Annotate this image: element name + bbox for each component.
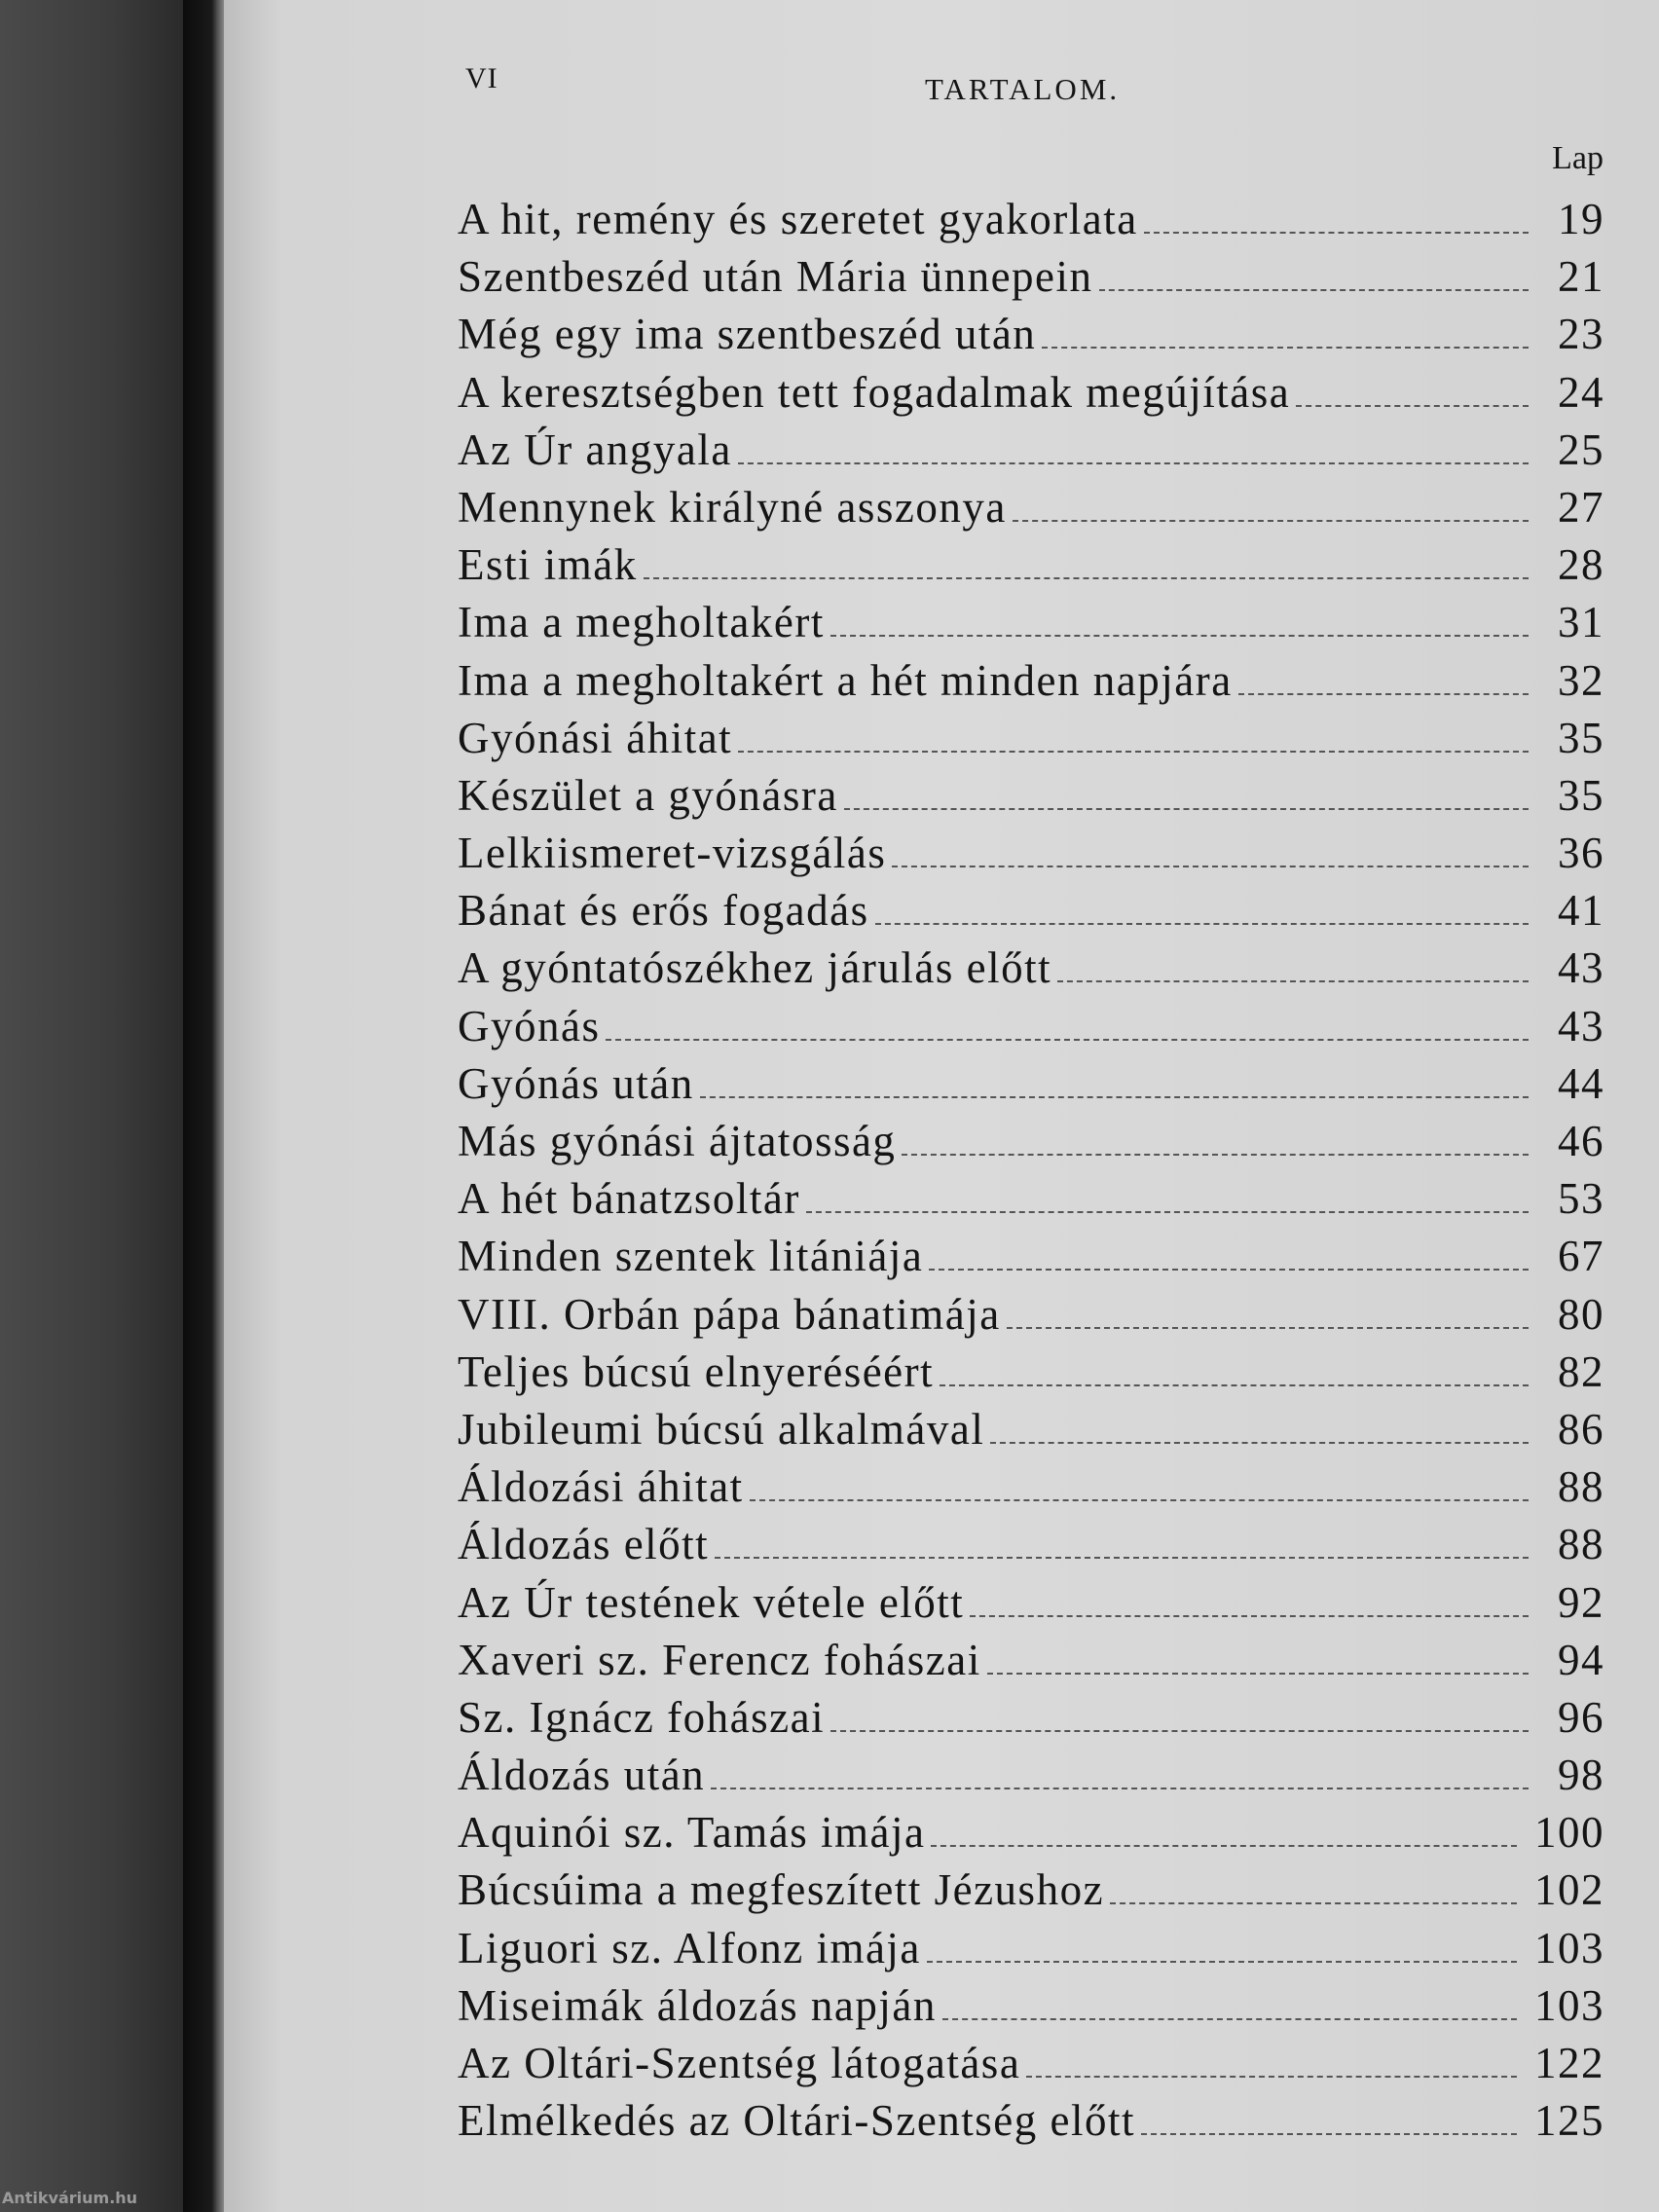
entry-page: 35 xyxy=(1558,770,1604,820)
dot-leader xyxy=(1110,1902,1517,1904)
entry-title: Áldozás után xyxy=(458,1751,706,1800)
toc-entry xyxy=(458,1344,1604,1401)
dot-leader xyxy=(892,866,1529,867)
dot-leader xyxy=(1057,980,1529,982)
dot-leader xyxy=(750,1499,1529,1501)
dot-leader xyxy=(875,923,1529,925)
entry-title: Búcsúima a megfeszített Jézushoz xyxy=(458,1865,1105,1915)
toc-entry xyxy=(458,536,1604,594)
dot-leader xyxy=(1144,232,1529,234)
entry-page: 43 xyxy=(1558,943,1604,993)
dot-leader xyxy=(830,1730,1529,1732)
entry-page: 53 xyxy=(1558,1174,1604,1224)
toc-entry xyxy=(458,422,1604,479)
entry-title: Az Úr angyala xyxy=(458,424,732,474)
entry-page: 36 xyxy=(1558,829,1604,878)
toc-entry xyxy=(458,1170,1604,1228)
entry-page: 102 xyxy=(1534,1865,1604,1915)
entry-page: 43 xyxy=(1558,1001,1604,1051)
dot-leader xyxy=(715,1557,1529,1559)
entry-page: 25 xyxy=(1558,424,1604,474)
entry-title: Miseimák áldozás napján xyxy=(458,1980,937,2030)
entry-title: Más gyónási ájtatosság xyxy=(458,1117,897,1165)
page-column-label: Lap xyxy=(1552,140,1604,176)
toc-entry xyxy=(458,364,1604,422)
entry-title: Áldozási áhitat xyxy=(458,1462,744,1512)
entry-page: 80 xyxy=(1558,1289,1604,1339)
entry-page: 31 xyxy=(1558,598,1604,647)
entry-title: Sz. Ignácz fohászai xyxy=(458,1692,826,1742)
entry-title: Gyónás után xyxy=(458,1058,694,1108)
entry-page: 32 xyxy=(1558,655,1604,705)
entry-page: 94 xyxy=(1558,1635,1604,1684)
entry-title: Gyónási áhitat xyxy=(458,713,733,762)
entry-title: Az Úr testének vétele előtt xyxy=(458,1577,965,1627)
entry-title: A hét bánatzsoltár xyxy=(458,1174,800,1224)
entry-page: 82 xyxy=(1558,1346,1604,1396)
entry-title: Az Oltári-Szentség látogatása xyxy=(458,2039,1021,2087)
toc-entry xyxy=(458,1055,1604,1113)
dot-leader xyxy=(940,1384,1529,1386)
entry-title: Ima a megholtakért xyxy=(458,598,825,647)
entry-page: 88 xyxy=(1558,1520,1604,1569)
dot-leader xyxy=(1007,1327,1529,1329)
toc-entry xyxy=(458,1286,1604,1344)
entry-page: 44 xyxy=(1558,1058,1604,1108)
dot-leader xyxy=(700,1096,1529,1098)
entry-title: Készület a gyónásra xyxy=(458,770,838,820)
entry-title: Gyónás xyxy=(458,1001,601,1051)
background-shadow xyxy=(0,0,185,2212)
entry-title: Még egy ima szentbeszéd után xyxy=(458,310,1037,359)
dot-leader xyxy=(606,1039,1529,1041)
dot-leader xyxy=(902,1154,1529,1156)
dot-leader xyxy=(1099,289,1529,291)
toc-entry xyxy=(458,882,1604,940)
entry-title: A keresztségben tett fogadalmak megújítása xyxy=(458,367,1291,417)
dot-leader xyxy=(987,1673,1529,1675)
toc-entry xyxy=(458,1574,1604,1632)
dot-leader xyxy=(1141,2133,1517,2135)
toc-entry xyxy=(458,1747,1604,1804)
entry-page: 19 xyxy=(1558,195,1604,243)
toc-entry xyxy=(458,1920,1604,1977)
entry-page: 86 xyxy=(1558,1404,1604,1454)
dot-leader xyxy=(929,1269,1529,1271)
entry-title: Lelkiismeret-vizsgálás xyxy=(458,829,887,878)
toc-entry xyxy=(458,652,1604,710)
dot-leader xyxy=(1042,347,1529,349)
toc-entry xyxy=(458,1977,1604,2035)
entry-title: VIII. Orbán pápa bánatimája xyxy=(458,1289,1001,1339)
entry-title: Áldozás előtt xyxy=(458,1520,710,1569)
toc-entry xyxy=(458,998,1604,1055)
entry-page: 28 xyxy=(1558,540,1604,590)
page-number-folio: VI xyxy=(465,62,498,94)
toc-entry xyxy=(458,1632,1604,1689)
toc-entry xyxy=(458,1458,1604,1516)
entry-page: 24 xyxy=(1558,367,1604,417)
toc-entry xyxy=(458,1228,1604,1285)
entry-page: 46 xyxy=(1558,1117,1604,1165)
entry-title: Minden szentek litániája xyxy=(458,1232,924,1281)
toc-entry xyxy=(458,825,1604,882)
dot-leader xyxy=(1013,520,1529,522)
entry-title: Jubileumi búcsú alkalmával xyxy=(458,1404,985,1454)
entry-page: 67 xyxy=(1558,1232,1604,1281)
entry-page: 96 xyxy=(1558,1692,1604,1742)
dot-leader xyxy=(970,1615,1529,1617)
entry-page: 21 xyxy=(1558,252,1604,302)
entry-title: Aquinói sz. Tamás imája xyxy=(458,1808,926,1858)
toc-entry xyxy=(458,248,1604,306)
running-title: TARTALOM. xyxy=(925,72,1121,106)
entry-title: Teljes búcsú elnyeréséért xyxy=(458,1346,935,1396)
entry-title: Mennynek királyné asszonya xyxy=(458,482,1007,532)
toc-entry xyxy=(458,1689,1604,1747)
entry-title: Bánat és erős fogadás xyxy=(458,886,869,936)
toc-entry xyxy=(458,1401,1604,1458)
toc-entry xyxy=(458,940,1604,997)
entry-page: 122 xyxy=(1534,2039,1604,2087)
dot-leader xyxy=(644,577,1529,579)
toc-entry xyxy=(458,1113,1604,1170)
entry-page: 23 xyxy=(1558,310,1604,359)
toc-entry xyxy=(458,710,1604,767)
dot-leader xyxy=(990,1442,1529,1444)
toc-entry xyxy=(458,594,1604,651)
entry-page: 41 xyxy=(1558,886,1604,936)
entry-page: 98 xyxy=(1558,1751,1604,1800)
dot-leader xyxy=(1026,2076,1517,2078)
entry-title: Esti imák xyxy=(458,540,638,590)
dot-leader xyxy=(738,751,1529,753)
entry-page: 103 xyxy=(1534,1980,1604,2030)
entry-title: A hit, remény és szeretet gyakorlata xyxy=(458,195,1138,243)
entry-page: 100 xyxy=(1534,1808,1604,1858)
dot-leader xyxy=(1238,693,1529,695)
dot-leader xyxy=(830,635,1529,637)
entry-page: 103 xyxy=(1534,1923,1604,1972)
watermark: Antikvárium.hu xyxy=(2,2189,138,2207)
entry-page: 27 xyxy=(1558,482,1604,532)
toc-entry xyxy=(458,2035,1604,2092)
dot-leader xyxy=(738,462,1529,464)
toc-entry xyxy=(458,1516,1604,1573)
entry-title: Elmélkedés az Oltári-Szentség előtt xyxy=(458,2096,1136,2146)
entry-page: 35 xyxy=(1558,713,1604,762)
entry-page: 92 xyxy=(1558,1577,1604,1627)
toc-entry xyxy=(458,306,1604,363)
dot-leader xyxy=(806,1211,1529,1213)
entry-title: Szentbeszéd után Mária ünnepein xyxy=(458,252,1093,302)
toc-entry xyxy=(458,191,1604,248)
dot-leader xyxy=(1296,405,1529,407)
toc-entry xyxy=(458,479,1604,536)
entry-title: A gyóntatószékhez járulás előtt xyxy=(458,943,1052,993)
dot-leader xyxy=(942,2018,1517,2020)
dot-leader xyxy=(711,1788,1529,1789)
dot-leader xyxy=(927,1961,1517,1963)
book-binding xyxy=(183,0,224,2212)
toc-entry xyxy=(458,767,1604,825)
entry-page: 88 xyxy=(1558,1462,1604,1512)
entry-title: Liguori sz. Alfonz imája xyxy=(458,1923,921,1972)
entry-title: Ima a megholtakért a hét minden napjára xyxy=(458,655,1233,705)
toc-entry xyxy=(458,1862,1604,1919)
toc-entry xyxy=(458,2092,1604,2150)
entry-page: 125 xyxy=(1534,2096,1604,2146)
dot-leader xyxy=(931,1845,1517,1847)
toc-entry xyxy=(458,1804,1604,1862)
table-of-contents xyxy=(458,191,1604,2150)
entry-title: Xaveri sz. Ferencz fohászai xyxy=(458,1635,981,1684)
dot-leader xyxy=(844,808,1529,810)
